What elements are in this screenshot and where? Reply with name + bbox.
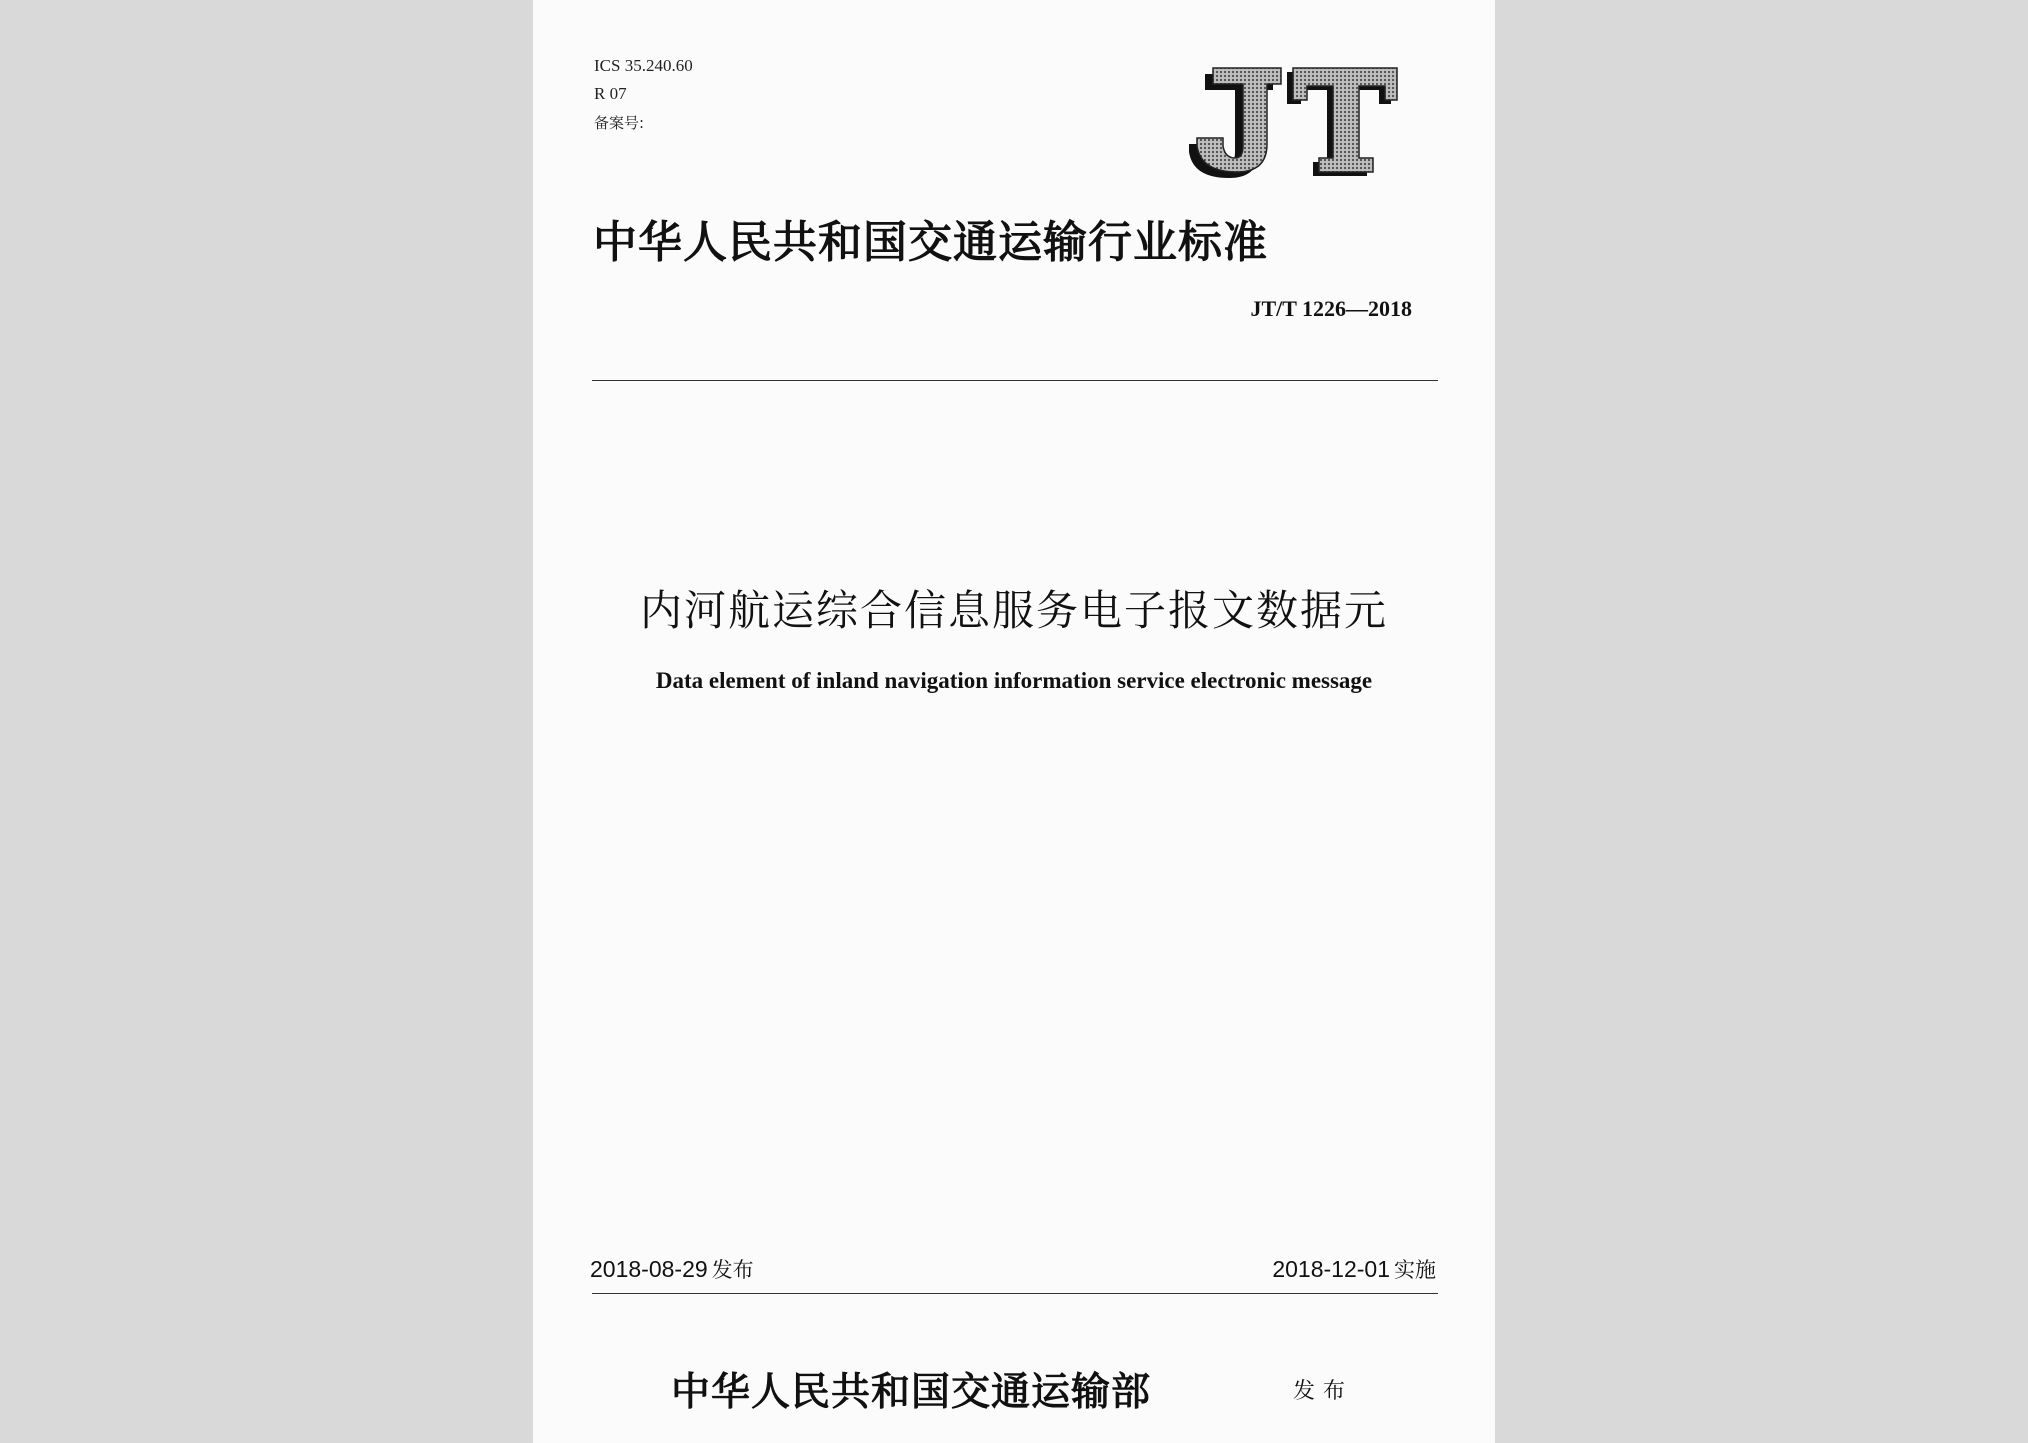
issuing-label: 发布 xyxy=(1293,1379,1354,1404)
ics-code: ICS 35.240.60 xyxy=(594,56,693,75)
classification-code: R 07 xyxy=(594,84,627,103)
record-number-label: 备案号: xyxy=(594,114,645,132)
bottom-divider xyxy=(592,1293,1438,1294)
implementation-date-label: 实施 xyxy=(1394,1258,1436,1282)
document-title-chinese: 内河航运综合信息服务电子报文数据元 xyxy=(639,586,1388,635)
document-title-english: Data element of inland navigation information service electronic message xyxy=(655,668,1373,693)
top-divider xyxy=(592,380,1438,381)
document-page xyxy=(533,0,1495,1443)
issue-date-value: 2018-08-29 xyxy=(590,1256,708,1282)
industry-standard-title: 中华人民共和国交通运输行业标准 xyxy=(593,217,1268,268)
jt-logo xyxy=(1183,62,1403,180)
issue-date xyxy=(590,1254,754,1284)
issue-date-label: 发布 xyxy=(711,1258,754,1282)
implementation-date-value: 2018-12-01 xyxy=(1272,1256,1390,1282)
standard-number: JT/T 1226—2018 xyxy=(1250,296,1412,321)
issuing-authority: 中华人民共和国交通运输部 xyxy=(671,1369,1152,1415)
implementation-date xyxy=(1272,1254,1436,1284)
